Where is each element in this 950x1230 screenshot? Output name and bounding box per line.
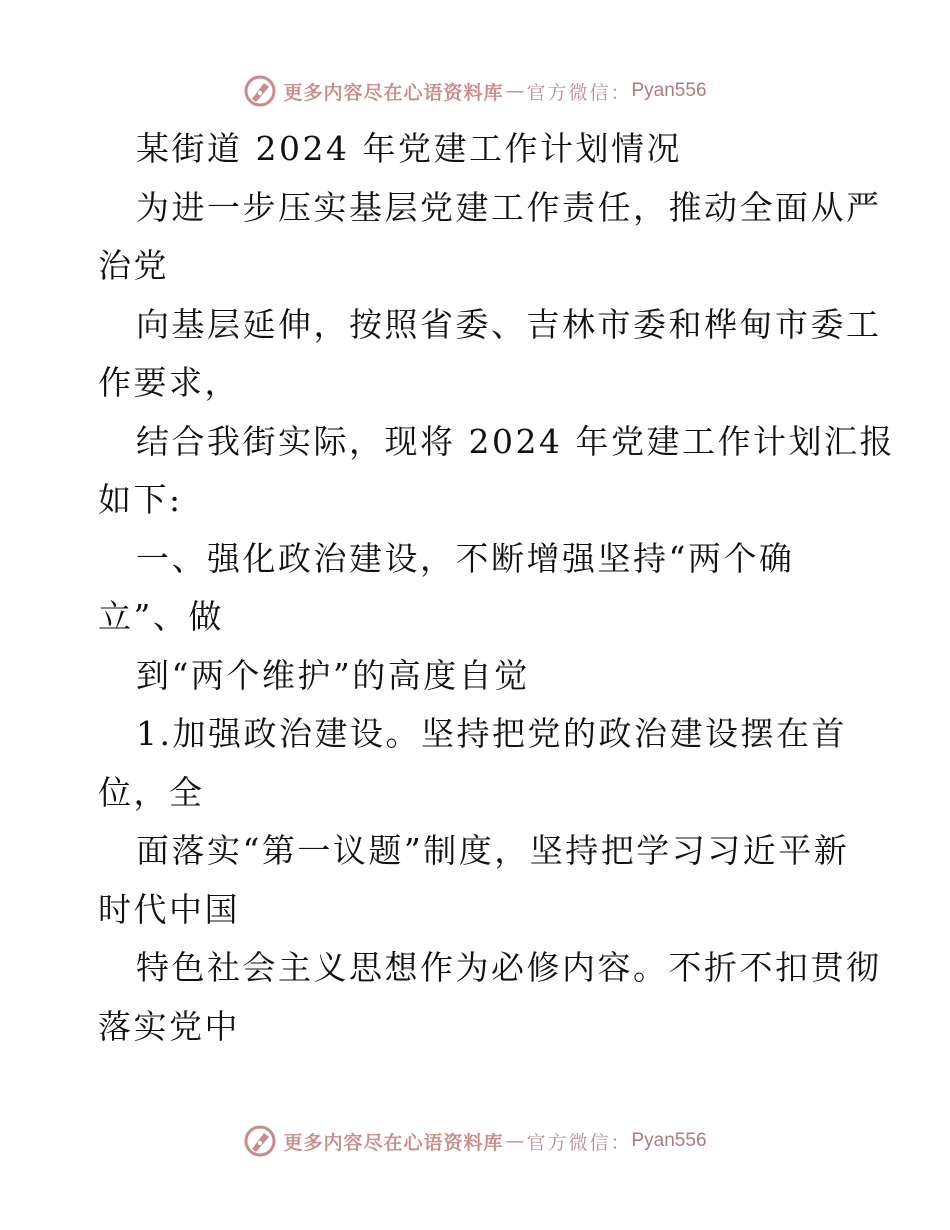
- text-line: 向基层延伸，按照省委、吉林市委和桦甸市委工: [136, 304, 882, 344]
- text-line: 治党: [98, 246, 169, 285]
- text-line: 到“两个维护”的高度自觉: [136, 655, 530, 695]
- watermark-id: Pyan556: [631, 1130, 707, 1151]
- watermark-separator: —: [505, 80, 525, 102]
- header-watermark: [0, 71, 950, 111]
- text-line: 作要求，: [98, 363, 240, 402]
- pen-nib-circle-icon: [243, 74, 277, 108]
- text-line: 特色社会主义思想作为必修内容。不折不扣贯彻: [136, 948, 882, 987]
- watermark-label: 官方微信：: [526, 1131, 632, 1154]
- pen-nib-circle-icon: [243, 1124, 277, 1158]
- text-line: 一、强化政治建设，不断增强坚持“两个确: [136, 538, 795, 578]
- footer-watermark: [0, 1121, 950, 1161]
- text-line: 如下:: [98, 480, 183, 519]
- watermark-id: Pyan556: [631, 80, 707, 101]
- watermark-separator: —: [505, 1130, 525, 1152]
- text-line: 立”、做: [98, 597, 224, 636]
- text-line: 结合我街实际，现将 2024 年党建工作计划汇报: [136, 421, 895, 461]
- watermark-text: 更多内容尽在心语资料库: [283, 1131, 504, 1154]
- watermark-text: 更多内容尽在心语资料库: [283, 81, 504, 104]
- text-line: 为进一步压实基层党建工作责任，推动全面从严: [136, 187, 882, 227]
- text-line: 某街道 2024 年党建工作计划情况: [136, 129, 682, 168]
- text-line: 面落实“第一议题”制度，坚持把学习习近平新: [136, 831, 850, 870]
- text-line: 1.加强政治建设。坚持把党的政治建设摆在首: [136, 714, 847, 753]
- text-line: 时代中国: [98, 889, 240, 929]
- text-line: 落实党中: [98, 1006, 240, 1046]
- document-body: [98, 120, 895, 1056]
- watermark-label: 官方微信：: [526, 81, 632, 104]
- text-line: 位，全: [98, 772, 205, 812]
